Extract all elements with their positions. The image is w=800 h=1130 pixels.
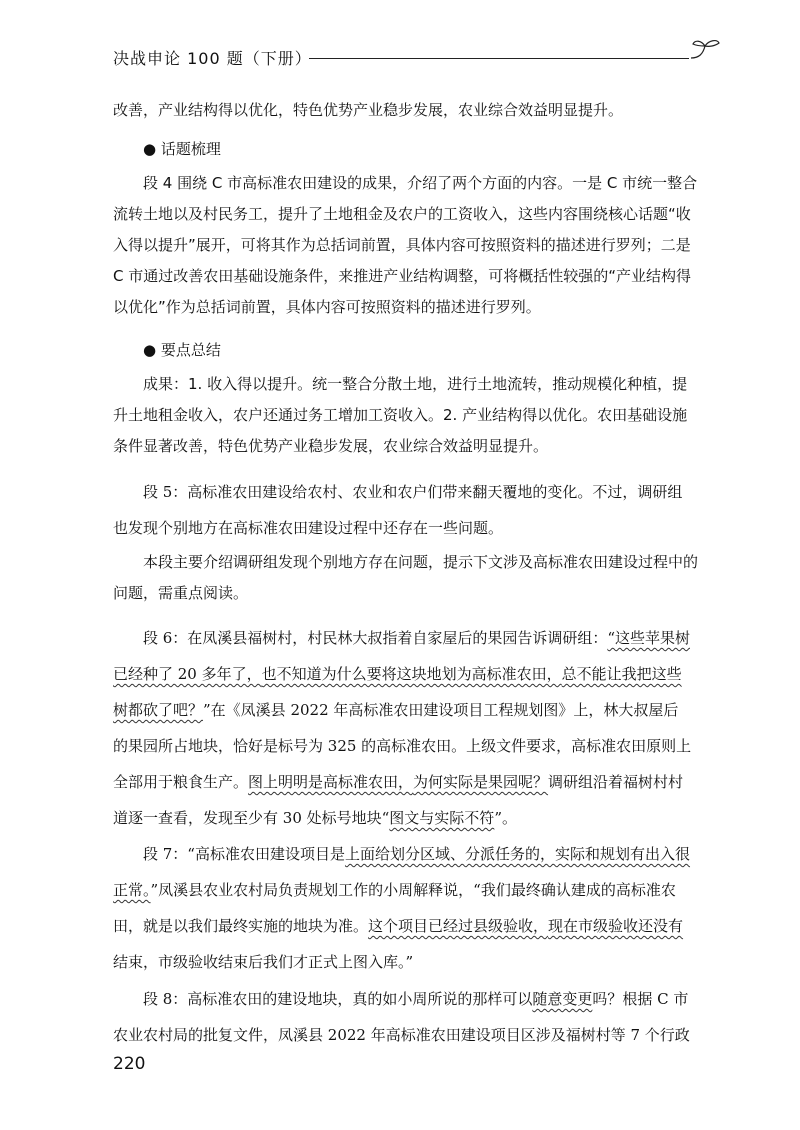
text-line [113,981,699,1017]
section-heading-summary: ● 要点总结 [143,341,221,359]
text-line [113,836,699,872]
text-span: 全部用于粮食生产。 [113,773,249,791]
text-span: ”在《凤溪县 2022 年高标准农田建设项目工程规划图》上，林大叔屋后 [203,701,679,719]
header-rule [309,58,689,59]
text-line: 流转土地以及村民务工，提升了土地租金及农户的工资收入，这些内容围绕核心话题“收 [113,205,691,223]
source-paragraph-8 [113,981,699,1053]
section-heading-topic: ● 话题梳理 [143,140,221,158]
analysis-paragraph-5 [113,547,699,609]
underlined-key-phrase: 上面给划分区域、分派任务的， [344,845,555,863]
text-line: 农业农村局的批复文件，凤溪县 2022 年高标准农田建设项目区涉及福树村等 7 个行政 [113,1026,690,1044]
source-paragraph-7 [113,836,699,980]
text-line: 本段主要介绍调研组发现个别地方存在问题，提示下文涉及高标准农田建设过程中的 [143,553,699,571]
underlined-key-phrase: 实际和规划有出入很 [555,845,691,863]
text-line: 升土地租金收入，农户还通过务工增加工资收入。2. 产业结构得以优化。农田基础设施 [113,406,688,424]
text-line [113,692,699,728]
underlined-key-phrase: “这些苹果树 [607,629,690,647]
summary-paragraph [113,369,699,462]
topic-analysis-paragraph [113,168,699,323]
text-line [113,800,699,836]
text-line [113,656,699,692]
book-title: 决战申论 100 题（下册） [113,49,312,68]
text-line: 入得以提升”展开，可将其作为总括词前置，具体内容可按照资料的描述进行罗列；二是 [113,236,691,254]
text-line: 改善，产业结构得以优化，特色优势产业稳步发展，农业综合效益明显提升。 [113,101,624,119]
text-line: 的果园所占地块，恰好是标号为 325 的高标准农田。上级文件要求，高标准农田原则上 [113,737,692,755]
paragraph-continued [113,95,699,126]
text-line: 问题，需重点阅读。 [113,584,249,602]
text-line: 段 5：高标准农田建设给农村、农业和农户们带来翻天覆地的变化。不过，调研组 [143,483,683,501]
text-line: 以优化”作为总括词前置，具体内容可按照资料的描述进行罗列。 [113,298,541,316]
sprout-icon [687,36,723,66]
underlined-key-phrase: 为何实际是果园呢？ [413,773,549,791]
text-line [113,620,699,656]
text-span: ”凤溪县农业农村局负责规划工作的小周解释说，“我们最终确认建成的高标准农 [150,881,676,899]
text-line [113,764,699,800]
page-number: 220 [113,1054,146,1074]
text-span: ”。 [494,809,517,827]
text-line: 条件显著改善，特色优势产业稳步发展，农业综合效益明显提升。 [113,437,549,455]
running-header [113,42,713,68]
underlined-key-phrase: 现在市级验收还没有 [548,917,684,935]
text-span: 调研组沿着福树村村 [548,773,684,791]
underlined-key-phrase: 已经种了 20 多年了， [113,665,262,683]
underlined-key-phrase: 树都砍了吧？ [113,701,204,719]
source-paragraph-6 [113,620,699,836]
text-span: 吗？根据 C 市 [592,990,689,1008]
underlined-key-phrase: 图文与实际不符 [389,809,495,827]
text-line [113,908,699,944]
underlined-key-phrase: 正常。 [113,881,151,899]
underlined-key-phrase: 图上明明是高标准农田， [248,773,414,791]
text-line: C 市通过改善农田基础设施条件，来推进产业结构调整，可将概括性较强的“产业结构得 [113,267,692,285]
text-span: 段 6：在凤溪县福树村，村民林大叔指着自家屋后的果园告诉调研组： [143,629,608,647]
text-span: 道逐一查看，发现至少有 30 处标号地块“ [113,809,390,827]
text-span: 段 7：“高标准农田建设项目是 [143,845,345,863]
underlined-key-phrase: 总不能让我把这些 [561,665,682,683]
text-span: 田，就是以我们最终实施的地块为准。 [113,917,369,935]
underlined-key-phrase: 随意变更 [532,990,593,1008]
underlined-key-phrase: 也不知道为什么要将这块地划为高标准农田， [261,665,562,683]
text-line: 成果：1. 收入得以提升。统一整合分散土地，进行土地流转，推动规模化种植，提 [143,375,688,393]
underlined-key-phrase: 这个项目已经过县级验收， [368,917,549,935]
text-span: 段 8：高标准农田的建设地块，真的如小周所说的那样可以 [143,990,533,1008]
text-line: 段 4 围绕 C 市高标准农田建设的成果，介绍了两个方面的内容。一是 C 市统一整合 [143,174,698,192]
text-line [113,872,699,908]
text-line: 结束，市级验收结束后我们才正式上图入库。” [113,953,414,971]
source-paragraph-5 [113,474,699,546]
text-line: 也发现个别地方在高标准农田建设过程中还存在一些问题。 [113,519,504,537]
